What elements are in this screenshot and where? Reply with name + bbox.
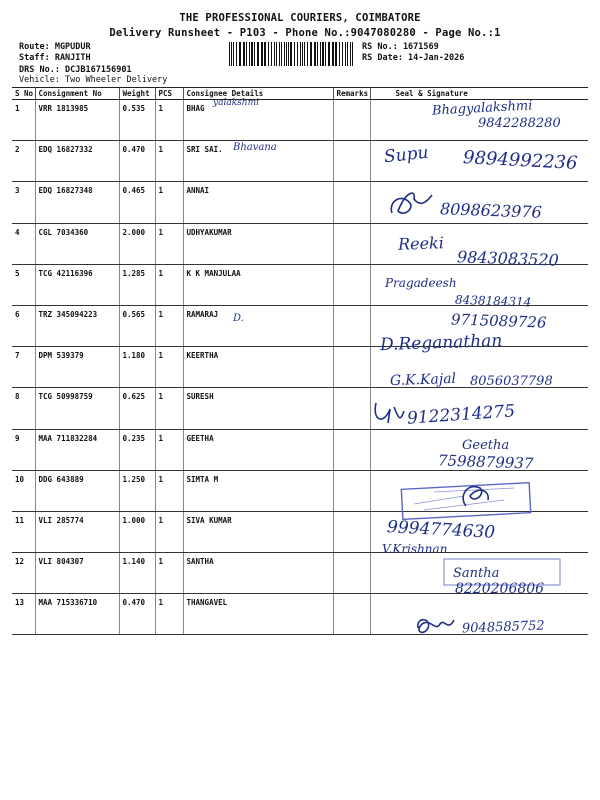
barcode-bar — [325, 42, 326, 66]
vehicle-label: Vehicle: Two Wheeler Delivery — [19, 75, 168, 85]
barcode-bar — [229, 42, 230, 66]
cell-consignee: SIMTA M — [183, 470, 333, 511]
cell-weight: 2.000 — [119, 223, 155, 264]
cell-consignment: EDQ 16827332 — [35, 141, 119, 182]
cell-weight: 0.470 — [119, 141, 155, 182]
cell-consignment: VLI 285774 — [35, 511, 119, 552]
table-row — [12, 594, 588, 635]
cell-weight: 1.000 — [119, 511, 155, 552]
cell-weight: 0.535 — [119, 100, 155, 141]
cell-pcs: 1 — [155, 182, 183, 223]
barcode-bar — [314, 42, 316, 66]
cell-pcs: 1 — [155, 511, 183, 552]
barcode-bar — [317, 42, 318, 66]
cell-consignment: CGL 7034360 — [35, 223, 119, 264]
barcode-bar — [297, 42, 298, 66]
col-seal-signature: Seal & Signature — [370, 88, 588, 100]
cell-consignment: DPM 539379 — [35, 347, 119, 388]
cell-seal-signature — [370, 470, 588, 511]
cell-remarks — [333, 305, 370, 346]
cell-remarks — [333, 347, 370, 388]
handwritten-phone: 9048585752 — [461, 618, 545, 637]
cell-consignee: SRI SAI. — [183, 141, 333, 182]
barcode-bar — [350, 42, 351, 66]
cell-consignment: TRZ 345094223 — [35, 305, 119, 346]
handwritten-phone: 8220206806 — [455, 581, 545, 597]
cell-weight: 1.180 — [119, 347, 155, 388]
cell-seal-signature — [370, 553, 588, 594]
barcode-bar — [347, 42, 348, 66]
cell-weight: 1.250 — [119, 470, 155, 511]
handwritten-name-suffix: Bhavana — [233, 142, 277, 153]
barcode-bar — [264, 42, 266, 66]
cell-consignee: K K MANJULAA — [183, 264, 333, 305]
cell-pcs: 1 — [155, 264, 183, 305]
table-row — [12, 470, 588, 511]
handwritten-phone: 9843083520 — [456, 247, 560, 270]
barcode-bar — [268, 42, 269, 66]
table-row — [12, 429, 588, 470]
handwritten-phone: 9122314275 — [406, 401, 516, 429]
cell-consignee: SURESH — [183, 388, 333, 429]
table-header-row — [12, 88, 588, 100]
handwritten-phone: 9715089726 — [450, 310, 547, 332]
barcode-bar — [322, 42, 324, 66]
barcode-bar — [300, 42, 301, 66]
cell-weight: 1.140 — [119, 553, 155, 594]
barcode-bar — [352, 42, 353, 66]
barcode-bar — [288, 42, 289, 66]
cell-weight: 0.235 — [119, 429, 155, 470]
handwritten-phone: 9994774630 — [386, 517, 496, 543]
barcode-bar — [274, 42, 275, 66]
table-row — [12, 511, 588, 552]
cell-sno: 6 — [12, 305, 35, 346]
handwritten-signature: Geetha — [462, 438, 510, 453]
barcode-bar — [231, 42, 232, 66]
cell-seal-signature — [370, 511, 588, 552]
cell-remarks — [333, 141, 370, 182]
cell-sno: 1 — [12, 100, 35, 141]
barcode-bar — [251, 42, 253, 66]
barcode-bar — [239, 42, 241, 66]
handwritten-signature: V.Krishnan — [382, 542, 448, 556]
handwritten-signature: Bhagyalakshmi — [431, 98, 533, 119]
cell-sno: 4 — [12, 223, 35, 264]
cell-seal-signature — [370, 264, 588, 305]
barcode-bar — [310, 42, 312, 66]
cell-seal-signature — [370, 182, 588, 223]
handwritten-phone: 9842288280 — [478, 116, 561, 131]
handwritten-name-suffix: yalakshmi — [213, 98, 259, 108]
cell-pcs: 1 — [155, 100, 183, 141]
table-row — [12, 553, 588, 594]
cell-remarks — [333, 594, 370, 635]
cell-sno: 11 — [12, 511, 35, 552]
handwritten-signature: G.K.Kajal — [389, 370, 457, 390]
cell-remarks — [333, 429, 370, 470]
drs-label: DRS No.: DCJB167156901 — [19, 65, 132, 75]
barcode-bar — [332, 42, 334, 66]
table-row — [12, 182, 588, 223]
cell-consignee: UDHYAKUMAR — [183, 223, 333, 264]
staff-label: Staff: RANJITH — [19, 53, 91, 63]
cell-consignment: EDQ 16827348 — [35, 182, 119, 223]
cell-seal-signature — [370, 141, 588, 182]
cell-consignee: RAMARAJ — [183, 305, 333, 346]
col-consignee: Consignee Details — [183, 88, 333, 100]
cell-consignment: VRR 1813985 — [35, 100, 119, 141]
cell-sno: 5 — [12, 264, 35, 305]
cell-sno: 10 — [12, 470, 35, 511]
barcode-bar — [246, 42, 247, 66]
handwritten-phone: 8438184314 — [454, 292, 532, 310]
cell-sno: 13 — [12, 594, 35, 635]
barcode-bar — [276, 42, 277, 66]
barcode-bar — [279, 42, 280, 66]
table-row — [12, 305, 588, 346]
barcode-bar — [328, 42, 330, 66]
cell-sno: 2 — [12, 141, 35, 182]
table-row — [12, 223, 588, 264]
route-label: Route: MGPUDUR — [19, 42, 91, 52]
cell-seal-signature — [370, 223, 588, 264]
cell-remarks — [333, 264, 370, 305]
barcode-bar — [302, 42, 303, 66]
barcode-bar — [304, 42, 305, 66]
cell-consignment: MAA 715336710 — [35, 594, 119, 635]
barcode-bar — [254, 42, 255, 66]
runsheet-title: Delivery Runsheet - P103 - Phone No.:9047080280 - Page No.:1 — [109, 27, 501, 39]
barcode-bar — [290, 42, 292, 66]
cell-pcs: 1 — [155, 470, 183, 511]
cell-seal-signature — [370, 100, 588, 141]
rs-date: RS Date: 14-Jan-2026 — [362, 53, 465, 63]
table-row — [12, 264, 588, 305]
handwritten-phone: 8098623976 — [439, 199, 543, 222]
cell-remarks — [333, 182, 370, 223]
cell-consignee: THANGAVEL — [183, 594, 333, 635]
table-row — [12, 100, 588, 141]
col-weight: Weight — [119, 88, 155, 100]
barcode-bar — [271, 42, 272, 66]
cell-pcs: 1 — [155, 305, 183, 346]
barcode-bar — [281, 42, 282, 66]
cell-consignment: TCG 42116396 — [35, 264, 119, 305]
barcode-bar — [233, 42, 234, 66]
cell-sno: 9 — [12, 429, 35, 470]
handwritten-signature: Supu — [383, 142, 430, 168]
cell-weight: 1.285 — [119, 264, 155, 305]
cell-remarks — [333, 470, 370, 511]
cell-consignment: TCG 50998759 — [35, 388, 119, 429]
handwritten-phone: 8056037798 — [470, 374, 553, 389]
col-sno: S No — [12, 88, 35, 100]
cell-remarks — [333, 511, 370, 552]
cell-consignment: MAA 711832284 — [35, 429, 119, 470]
barcode-bar — [339, 42, 340, 66]
cell-remarks — [333, 553, 370, 594]
runsheet-table — [12, 87, 588, 635]
barcode-bar — [294, 42, 295, 66]
cell-sno: 7 — [12, 347, 35, 388]
barcode-bar — [243, 42, 245, 66]
handwritten-phone: 7598879937 — [437, 451, 534, 473]
handwritten-signature: Santha — [453, 566, 500, 581]
cell-consignee: KEERTHA — [183, 347, 333, 388]
cell-sno: 3 — [12, 182, 35, 223]
barcode — [229, 42, 354, 66]
handwritten-signature: Reeki — [397, 233, 445, 254]
cell-seal-signature — [370, 347, 588, 388]
cell-sno: 12 — [12, 553, 35, 594]
cell-seal-signature — [370, 429, 588, 473]
barcode-bar — [257, 42, 259, 66]
cell-pcs: 1 — [155, 594, 183, 635]
barcode-bar — [284, 42, 285, 66]
rs-number: RS No.: 1671569 — [362, 42, 439, 52]
table-row — [12, 347, 588, 388]
cell-remarks — [333, 388, 370, 429]
barcode-bar — [249, 42, 250, 66]
handwritten-name-suffix: D. — [233, 313, 244, 324]
cell-seal-signature — [370, 594, 588, 635]
cell-consignee: SIVA KUMAR — [183, 511, 333, 552]
cell-consignment: VLI 804307 — [35, 553, 119, 594]
handwritten-signature: D.Reganathan — [379, 330, 503, 356]
company-title: THE PROFESSIONAL COURIERS, COIMBATORE — [179, 12, 421, 24]
handwritten-signature: Pragadeesh — [385, 276, 457, 290]
table-row — [12, 388, 588, 429]
barcode-bar — [320, 42, 321, 66]
barcode-bar — [335, 42, 337, 66]
barcode-bar — [261, 42, 263, 66]
col-remarks: Remarks — [333, 88, 370, 100]
cell-weight: 0.465 — [119, 182, 155, 223]
barcode-bar — [286, 42, 287, 66]
barcode-bar — [342, 42, 343, 66]
cell-pcs: 1 — [155, 553, 183, 594]
handwritten-phone: 9894992236 — [462, 147, 579, 174]
cell-consignee: ANNAI — [183, 182, 333, 223]
cell-weight: 0.470 — [119, 594, 155, 635]
cell-pcs: 1 — [155, 223, 183, 264]
cell-pcs: 1 — [155, 429, 183, 470]
cell-remarks — [333, 223, 370, 264]
col-pcs: PCS — [155, 88, 183, 100]
cell-weight: 0.625 — [119, 388, 155, 429]
barcode-bar — [345, 42, 346, 66]
cell-seal-signature — [370, 305, 588, 346]
cell-remarks — [333, 100, 370, 141]
cell-consignee: BHAG — [183, 100, 333, 141]
cell-weight: 0.565 — [119, 305, 155, 346]
barcode-bar — [307, 42, 308, 66]
cell-pcs: 1 — [155, 141, 183, 182]
cell-seal-signature — [370, 388, 588, 429]
cell-pcs: 1 — [155, 388, 183, 429]
cell-consignee: SANTHA — [183, 553, 333, 594]
cell-consignment: DDG 643889 — [35, 470, 119, 511]
cell-pcs: 1 — [155, 347, 183, 388]
cell-consignee: GEETHA — [183, 429, 333, 470]
col-consignment: Consignment No — [35, 88, 119, 100]
table-row — [12, 141, 588, 182]
cell-sno: 8 — [12, 388, 35, 429]
barcode-bar — [236, 42, 237, 66]
